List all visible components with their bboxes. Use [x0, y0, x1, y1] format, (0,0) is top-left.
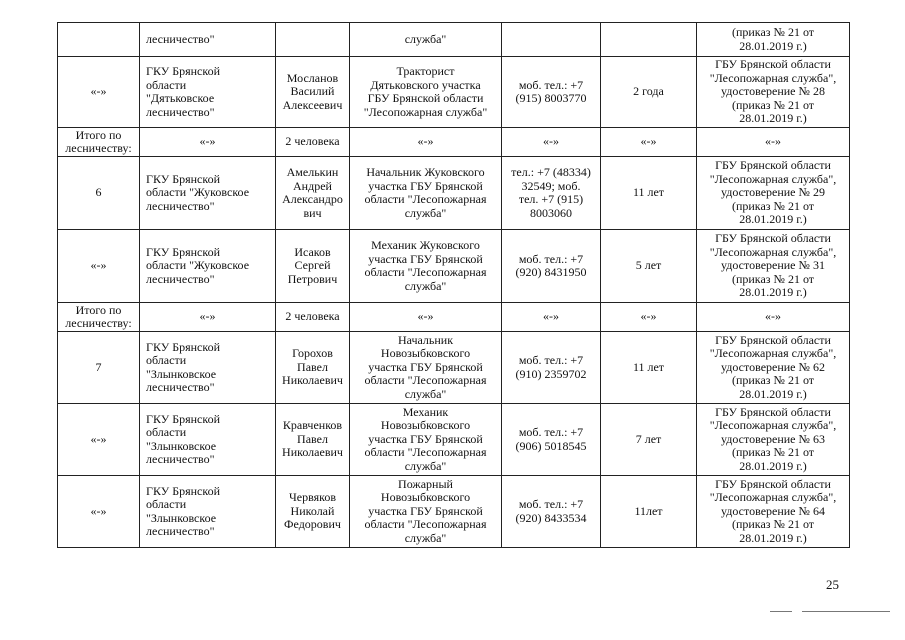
cell-experience: «-»: [601, 303, 697, 332]
cell-position: Начальник Новозыбковского участка ГБУ Брянской области "Лесопожарная служба": [350, 332, 502, 404]
cell-experience: 11лет: [601, 476, 697, 548]
cell-phone: моб. тел.: +7 (920) 8431950: [502, 230, 601, 303]
cell-position: Тракторист Дятьковского участка ГБУ Брянской области "Лесопожарная служба": [350, 57, 502, 128]
page-number: 25: [826, 577, 839, 592]
cell-name: 2 человека: [276, 128, 350, 157]
cell-forestry: ГКУ Брянской области "Жуковское лесничество": [140, 157, 276, 230]
cell-certificate: ГБУ Брянской области "Лесопожарная служба", удостоверение № 62 (приказ № 21 от 28.01.2019 г.): [697, 332, 850, 404]
cell-number: [58, 23, 140, 57]
cell-position: Начальник Жуковского участка ГБУ Брянской области "Лесопожарная служба": [350, 157, 502, 230]
cell-total-label: Итого по лесничеству:: [58, 303, 140, 332]
cell-forestry: ГКУ Брянской области "Злынковское лесничество": [140, 476, 276, 548]
cell-experience: 7 лет: [601, 404, 697, 476]
cell-name: Мосланов Василий Алексеевич: [276, 57, 350, 128]
cell-experience: 5 лет: [601, 230, 697, 303]
cell-certificate: ГБУ Брянской области "Лесопожарная служба", удостоверение № 29 (приказ № 21 от 28.01.2019 г.): [697, 157, 850, 230]
cell-phone: тел.: +7 (48334) 32549; моб. тел. +7 (915) 8003060: [502, 157, 601, 230]
cell-experience: «-»: [601, 128, 697, 157]
cell-number: «-»: [58, 230, 140, 303]
cell-experience: 2 года: [601, 57, 697, 128]
cell-forestry: лесничество": [140, 23, 276, 57]
table-row: [58, 404, 850, 476]
cell-name: Горохов Павел Николаевич: [276, 332, 350, 404]
cell-experience: 11 лет: [601, 332, 697, 404]
cell-name: Кравченков Павел Николаевич: [276, 404, 350, 476]
cell-forestry: «-»: [140, 303, 276, 332]
cell-certificate: «-»: [697, 303, 850, 332]
table-row: [58, 476, 850, 548]
footer-rule: [770, 611, 890, 612]
cell-forestry: ГКУ Брянской области "Жуковское лесничество": [140, 230, 276, 303]
cell-position: Механик Жуковского участка ГБУ Брянской области "Лесопожарная служба": [350, 230, 502, 303]
cell-certificate: ГБУ Брянской области "Лесопожарная служба", удостоверение № 63 (приказ № 21 от 28.01.2019 г.): [697, 404, 850, 476]
cell-total-label: Итого по лесничеству:: [58, 128, 140, 157]
cell-number: «-»: [58, 476, 140, 548]
cell-name: Исаков Сергей Петрович: [276, 230, 350, 303]
cell-position: Механик Новозыбковского участка ГБУ Брянской области "Лесопожарная служба": [350, 404, 502, 476]
cell-phone: моб. тел.: +7 (920) 8433534: [502, 476, 601, 548]
cell-number: 6: [58, 157, 140, 230]
table-row: [58, 332, 850, 404]
total-row: [58, 303, 850, 332]
cell-forestry: «-»: [140, 128, 276, 157]
cell-forestry: ГКУ Брянской области "Злынковское лесничество": [140, 404, 276, 476]
cell-phone: «-»: [502, 303, 601, 332]
cell-number: 7: [58, 332, 140, 404]
cell-forestry: ГКУ Брянской области "Злынковское лесничество": [140, 332, 276, 404]
cell-position: «-»: [350, 128, 502, 157]
cell-experience: 11 лет: [601, 157, 697, 230]
cell-position: Пожарный Новозыбковского участка ГБУ Брянской области "Лесопожарная служба": [350, 476, 502, 548]
table-row: [58, 157, 850, 230]
cell-name: 2 человека: [276, 303, 350, 332]
cell-phone: «-»: [502, 128, 601, 157]
table-row: [58, 57, 850, 128]
cell-phone: моб. тел.: +7 (915) 8003770: [502, 57, 601, 128]
total-row: [58, 128, 850, 157]
cell-name: Червяков Николай Федорович: [276, 476, 350, 548]
cell-position: служба": [350, 23, 502, 57]
cell-certificate: ГБУ Брянской области "Лесопожарная служба", удостоверение № 28 (приказ № 21 от 28.01.2019 г.): [697, 57, 850, 128]
cell-name: [276, 23, 350, 57]
cell-name: Амелькин Андрей Александро вич: [276, 157, 350, 230]
cell-phone: моб. тел.: +7 (906) 5018545: [502, 404, 601, 476]
cell-forestry: ГКУ Брянской области "Дятьковское лесничество": [140, 57, 276, 128]
cell-experience: [601, 23, 697, 57]
cell-certificate: «-»: [697, 128, 850, 157]
table-row: [58, 23, 850, 57]
cell-number: «-»: [58, 57, 140, 128]
cell-position: «-»: [350, 303, 502, 332]
table-row: [58, 230, 850, 303]
cell-phone: моб. тел.: +7 (910) 2359702: [502, 332, 601, 404]
cell-number: «-»: [58, 404, 140, 476]
cell-phone: [502, 23, 601, 57]
cell-certificate: (приказ № 21 от 28.01.2019 г.): [697, 23, 850, 57]
cell-certificate: ГБУ Брянской области "Лесопожарная служба", удостоверение № 31 (приказ № 21 от 28.01.2019 г.): [697, 230, 850, 303]
staff-table: [57, 22, 850, 548]
cell-certificate: ГБУ Брянской области "Лесопожарная служба", удостоверение № 64 (приказ № 21 от 28.01.2019 г.): [697, 476, 850, 548]
